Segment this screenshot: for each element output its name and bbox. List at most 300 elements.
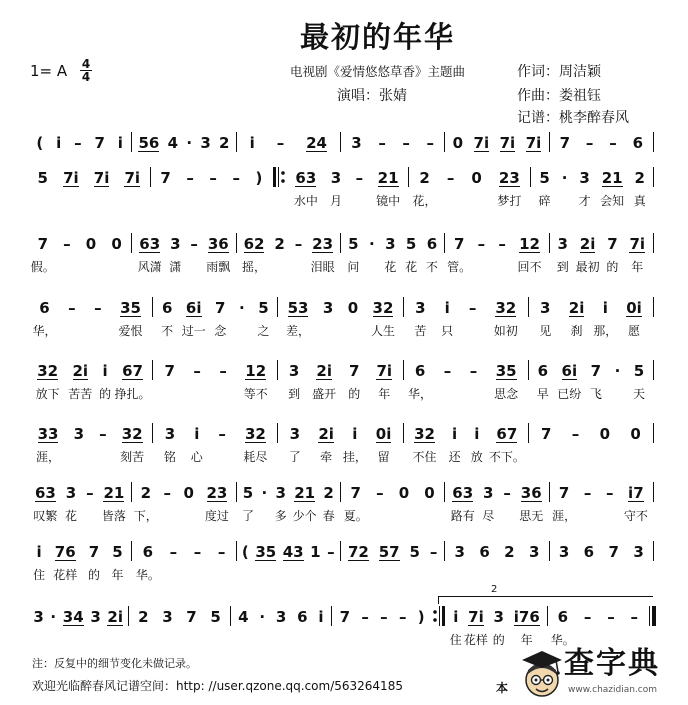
barline	[131, 132, 132, 152]
note: 2	[504, 542, 515, 561]
note: 7i	[473, 133, 490, 152]
logo-url: www.chazidian.com	[568, 685, 658, 695]
note: 33	[37, 424, 59, 443]
lyric: 镜中	[376, 193, 401, 208]
note-cell	[33, 607, 43, 626]
note: 12	[245, 361, 267, 380]
note: 7	[453, 234, 465, 253]
note-cell	[250, 133, 255, 152]
note: –	[327, 542, 335, 561]
barline	[236, 233, 237, 253]
lyric: 住	[33, 567, 46, 582]
lyricist-credit: 作词：周洁颖	[517, 64, 601, 80]
measure	[406, 360, 526, 401]
lyric: 涯，	[552, 508, 577, 523]
footer-welcome: 欢迎光临醉春风记谱空间：http: //user.qzone.qq.com/563264185	[32, 679, 403, 693]
measure	[153, 167, 271, 187]
note-cell	[186, 607, 196, 626]
note-cell	[322, 483, 335, 523]
note: –	[74, 133, 82, 152]
note: 7i	[499, 133, 516, 152]
measure	[411, 167, 529, 208]
note: –	[426, 133, 434, 152]
note: –	[605, 483, 614, 502]
barline	[444, 482, 445, 502]
note: 7i	[629, 234, 646, 253]
note-cell	[124, 168, 140, 187]
note: 5	[409, 542, 420, 561]
volta-bracket	[438, 584, 653, 604]
note: 63	[139, 234, 161, 253]
lyric: 春	[322, 508, 335, 523]
note: 0	[111, 234, 122, 253]
note-cell	[631, 607, 639, 626]
note-cell	[519, 483, 544, 523]
score-row	[30, 423, 656, 464]
note: 36	[207, 234, 229, 253]
note: 34	[62, 607, 84, 626]
note: 7	[215, 298, 226, 317]
note: 2	[634, 168, 645, 187]
note: –	[378, 133, 386, 152]
note: 3	[415, 298, 426, 317]
lyric: 月	[329, 193, 342, 208]
note-cell	[86, 234, 96, 253]
note: –	[585, 133, 594, 152]
note: 2	[219, 133, 230, 152]
barline	[236, 132, 237, 152]
note-cell	[283, 542, 304, 561]
lyric: 华，	[32, 323, 57, 338]
note-cell	[30, 234, 55, 274]
note-cell	[441, 298, 454, 338]
measure	[343, 233, 442, 274]
note: 63	[34, 483, 56, 502]
lyric: 差，	[286, 323, 311, 338]
note: –	[402, 133, 410, 152]
note-cell	[586, 133, 594, 152]
note-cell	[90, 607, 100, 626]
measure	[30, 167, 148, 187]
note-cell	[633, 168, 646, 208]
note-cell	[323, 298, 333, 317]
note: 23	[312, 234, 334, 253]
note-cell	[600, 424, 610, 443]
score-row	[30, 482, 656, 523]
note: 2	[419, 168, 430, 187]
note: –	[99, 424, 107, 443]
measure	[233, 606, 329, 626]
note: )	[255, 168, 263, 187]
note: –	[583, 607, 592, 626]
note-cell	[562, 168, 568, 187]
note: 7	[558, 483, 570, 502]
lyric: 住	[449, 632, 462, 647]
note: –	[163, 483, 172, 502]
note: 0	[183, 483, 194, 502]
note-cell	[218, 542, 226, 561]
note-cell	[94, 168, 110, 187]
note-cell	[361, 607, 369, 626]
note-cell	[255, 542, 276, 561]
lyric: 心	[190, 449, 203, 464]
measure	[133, 482, 233, 523]
lyric: 只	[441, 323, 454, 338]
note: –	[276, 133, 285, 152]
lyric: 水中	[293, 193, 318, 208]
measure	[280, 360, 400, 401]
note-cell	[369, 234, 375, 253]
note-cell	[162, 607, 172, 626]
note: 0i	[626, 298, 642, 317]
note-cell	[379, 542, 400, 561]
note-cell	[190, 424, 203, 464]
lyric: 碎	[538, 193, 551, 208]
note: 7	[37, 234, 48, 253]
lyric: 苦	[414, 323, 427, 338]
note-cell	[114, 361, 151, 401]
lyric: 多	[274, 508, 287, 523]
note: 67	[122, 361, 143, 380]
lyric: 摇，	[242, 259, 267, 274]
note: 4	[238, 607, 249, 626]
note: –	[169, 542, 178, 561]
lyric: 刻苦	[120, 449, 145, 464]
note-cell	[503, 483, 511, 502]
note: 7	[590, 361, 602, 380]
lyric: 会知	[600, 193, 625, 208]
note-cell	[120, 424, 145, 464]
lyric: 的	[492, 632, 505, 647]
note: 3	[558, 542, 570, 561]
note-cell	[164, 483, 172, 502]
barline	[131, 482, 132, 502]
note: 3	[633, 542, 644, 561]
note: 3	[351, 133, 362, 152]
barline	[403, 297, 404, 317]
note-cell	[33, 483, 58, 523]
note: 7	[607, 234, 618, 253]
barline	[230, 606, 231, 626]
note: 0	[85, 234, 97, 253]
barline	[403, 360, 404, 380]
lyric: 涯，	[35, 449, 61, 464]
barline	[128, 606, 129, 626]
note: 6	[632, 133, 644, 152]
note: 67	[496, 424, 518, 443]
note-cell	[35, 424, 61, 464]
note: –	[376, 483, 384, 502]
note-cell	[232, 168, 240, 187]
note-cell	[200, 133, 210, 152]
note-cell	[492, 607, 505, 647]
lyric: 华。	[135, 567, 160, 582]
singer-credit: 演唱：张婧	[337, 88, 407, 104]
barline	[152, 360, 153, 380]
note-cell	[63, 607, 84, 626]
note-cell	[209, 168, 217, 187]
note-cell	[318, 607, 323, 626]
note: –	[294, 234, 303, 253]
lyric: 才	[578, 193, 591, 208]
note: 3	[385, 234, 396, 253]
note-cell	[295, 234, 303, 253]
lyric: 等不	[243, 386, 268, 401]
measure	[155, 297, 275, 338]
note-cell	[410, 542, 420, 561]
note-cell	[447, 168, 455, 187]
lyric: 假。	[30, 259, 55, 274]
note: i7	[628, 483, 644, 502]
measure	[343, 482, 442, 523]
note: 7	[94, 133, 105, 152]
note: –	[209, 168, 217, 187]
barline	[277, 297, 278, 317]
note-cell	[214, 298, 227, 338]
lyric: 年	[378, 386, 391, 401]
note-cell	[474, 133, 490, 152]
measure	[280, 297, 400, 338]
note-cell	[94, 298, 102, 317]
barline	[444, 233, 445, 253]
note-cell	[444, 361, 452, 380]
note: 5	[539, 168, 550, 187]
note-cell	[488, 424, 525, 464]
lyric: 梦打	[497, 193, 522, 208]
note: i	[474, 424, 480, 443]
note-cell	[348, 542, 369, 561]
note-cell	[584, 483, 592, 502]
lyric: 花样	[53, 567, 78, 582]
barline	[653, 132, 654, 152]
note: 2i	[568, 298, 585, 317]
note: –	[218, 424, 226, 443]
lyric: 花	[405, 259, 418, 274]
note-cell	[292, 483, 317, 523]
note-cell	[101, 483, 126, 523]
note-cell	[541, 424, 551, 443]
note-cell	[351, 133, 361, 152]
note-cell	[204, 483, 229, 523]
note: 3	[322, 298, 334, 317]
volta-label: 2	[491, 584, 498, 595]
note: 57	[378, 542, 400, 561]
lyric: 年	[111, 567, 124, 582]
measure	[533, 167, 651, 208]
note: 4	[167, 133, 179, 152]
note-cell	[493, 298, 518, 338]
note-cell	[626, 298, 642, 338]
lyric: 挂，	[342, 449, 367, 464]
note-cell	[584, 542, 594, 561]
barline	[236, 541, 237, 561]
barline	[444, 541, 445, 561]
note-cell	[63, 168, 79, 187]
mascot-icon	[520, 644, 564, 702]
note: 3	[483, 483, 494, 502]
note: i	[352, 424, 358, 443]
measure	[334, 606, 430, 626]
lyric: 花样	[463, 632, 488, 647]
note: 43	[282, 542, 304, 561]
note: –	[193, 361, 201, 380]
note-cell	[629, 234, 646, 274]
measure	[343, 541, 442, 561]
note-cell	[210, 607, 220, 626]
note: 32	[121, 424, 143, 443]
lyric: 天	[633, 386, 646, 401]
lyric: 尽	[482, 508, 495, 523]
note-cell	[194, 542, 202, 561]
measure	[552, 233, 651, 274]
note: 3	[164, 424, 176, 443]
note: 35	[120, 298, 141, 317]
note-cell	[262, 483, 268, 502]
measure	[552, 132, 651, 152]
note-cell	[427, 133, 435, 152]
note: 6	[537, 361, 548, 380]
note: 6	[557, 607, 568, 626]
time-signature	[80, 58, 92, 83]
note-cell	[453, 133, 463, 152]
lyric: 的	[606, 259, 619, 274]
note: –	[503, 483, 511, 502]
note-cell	[513, 607, 540, 647]
lyric: 泪眼	[310, 259, 335, 274]
note-cell	[219, 133, 229, 152]
note: 3	[289, 424, 301, 443]
note-cell	[255, 168, 262, 187]
note-cell	[408, 361, 433, 401]
note: –	[477, 234, 486, 253]
note-cell	[318, 424, 334, 464]
note-cell	[560, 133, 570, 152]
note-cell	[118, 133, 123, 152]
note-cell	[242, 483, 255, 523]
barline	[649, 606, 656, 626]
key-signature: 1= A	[30, 62, 68, 80]
lyric: 不	[161, 323, 174, 338]
note: 3	[275, 483, 286, 502]
note: 32	[414, 424, 435, 443]
note-cell	[257, 298, 270, 338]
note-cell	[50, 607, 56, 626]
note: –	[63, 234, 71, 253]
lyric: 回不	[517, 259, 542, 274]
note: 6	[426, 234, 438, 253]
measure	[280, 423, 400, 464]
note: 5	[348, 234, 359, 253]
barline	[653, 482, 654, 502]
note-cell	[498, 234, 506, 253]
barline	[408, 167, 409, 187]
note-cell	[74, 424, 84, 443]
note-cell	[609, 133, 617, 152]
note: 7	[160, 168, 171, 187]
subtitle: 电视剧《爱情悠悠草香》主题曲	[290, 64, 466, 79]
note-cell	[470, 424, 483, 464]
note: 2i	[318, 424, 334, 443]
measure	[531, 360, 651, 401]
note: ·	[561, 168, 568, 187]
score-row	[30, 297, 656, 338]
note: 7i	[63, 168, 79, 187]
note-cell	[94, 133, 104, 152]
measure	[30, 423, 150, 464]
note: i	[56, 133, 62, 152]
note: 3	[200, 133, 211, 152]
note-cell	[375, 424, 392, 464]
note: 2i	[316, 361, 332, 380]
watermark-partial-char: 本	[496, 681, 509, 695]
note: 7	[540, 424, 552, 443]
note: 35	[495, 361, 517, 380]
score-row	[30, 233, 656, 274]
measure	[155, 423, 275, 464]
note: 0	[398, 483, 410, 502]
note: 21	[294, 483, 316, 502]
song-title: 最初的年华	[300, 20, 456, 54]
lyric: 年	[520, 632, 533, 647]
measure	[288, 167, 406, 208]
lyric: 的	[99, 386, 112, 401]
note-cell	[630, 424, 640, 443]
note-cell	[402, 133, 410, 152]
note-cell	[633, 361, 646, 401]
barline	[653, 167, 654, 187]
note: 3	[557, 234, 568, 253]
note: 56	[138, 133, 160, 152]
lyric: 了	[242, 508, 255, 523]
note: 3	[539, 298, 551, 317]
note-cell	[450, 483, 475, 523]
lyric: 不住	[412, 449, 437, 464]
note-cell	[107, 607, 123, 626]
barline	[433, 606, 445, 626]
measure	[406, 423, 526, 464]
note-cell	[529, 542, 539, 561]
measure	[30, 541, 129, 582]
note-cell	[448, 424, 461, 464]
note: (	[241, 542, 249, 561]
note: 0	[424, 483, 435, 502]
note-cell	[242, 234, 267, 274]
note-cell	[343, 483, 368, 523]
barline	[273, 167, 285, 187]
note-cell	[399, 483, 409, 502]
note-cell	[412, 168, 437, 208]
note-cell	[288, 424, 301, 464]
note-cell	[163, 424, 176, 464]
note-cell	[376, 168, 401, 208]
lyric: 真	[633, 193, 646, 208]
note: –	[193, 542, 202, 561]
note-cell	[161, 298, 174, 338]
note: 7i	[124, 168, 141, 187]
measure	[239, 482, 338, 523]
measure	[134, 541, 233, 582]
note: –	[380, 607, 388, 626]
note: )	[417, 607, 425, 626]
note-cell	[293, 168, 318, 208]
note-cell	[329, 168, 342, 208]
score-row	[30, 606, 656, 647]
note-cell	[170, 542, 178, 561]
lyric: 爱恨	[118, 323, 143, 338]
note-cell	[86, 483, 94, 502]
note: –	[630, 607, 639, 626]
note-cell	[552, 483, 577, 523]
